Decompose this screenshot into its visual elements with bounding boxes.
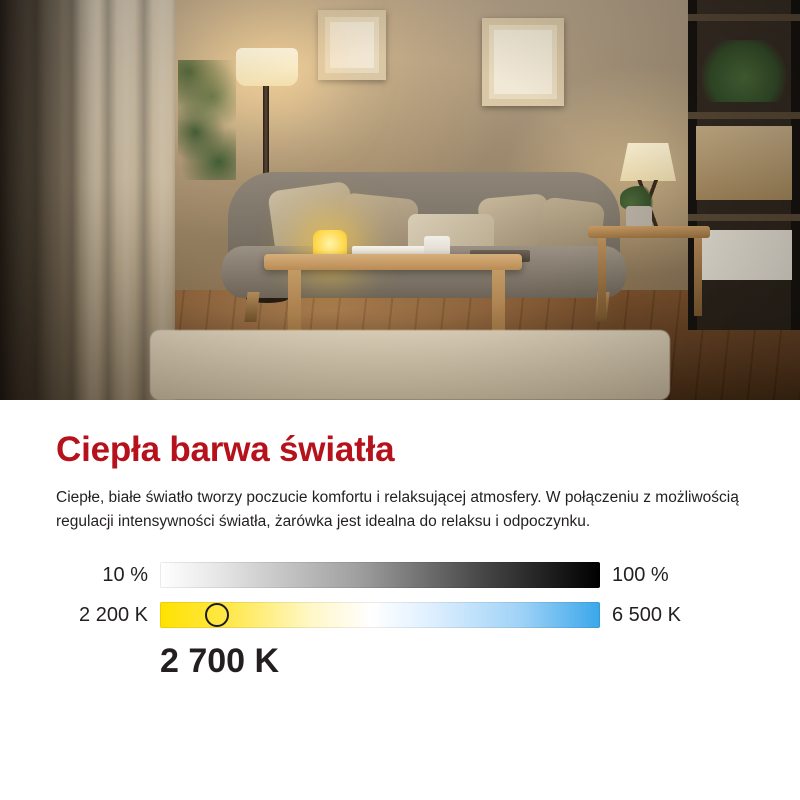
shelf-post-right <box>791 0 800 330</box>
shelf-item-box <box>696 230 792 280</box>
side-table-leg-right <box>694 238 702 316</box>
hanging-plant <box>178 60 236 180</box>
brightness-gradient-bar[interactable] <box>160 562 600 588</box>
coffee-table-top <box>264 254 522 270</box>
floor-lamp-shade <box>236 48 298 86</box>
selected-value-row <box>56 642 744 681</box>
brightness-min-label: 10 % <box>102 563 148 586</box>
temperature-max-label: 6 500 K <box>612 603 681 626</box>
temperature-slider-knob[interactable] <box>205 603 229 627</box>
side-table-leg-left <box>598 238 606 316</box>
side-table-top <box>588 226 710 238</box>
wall-frame-right <box>482 18 564 106</box>
shelf-board-3 <box>688 214 800 221</box>
brightness-max-label: 100 % <box>612 563 669 586</box>
floor-rug <box>150 330 670 400</box>
temperature-gradient-bar[interactable] <box>160 602 600 628</box>
scales-group <box>56 562 744 681</box>
frame-mat <box>489 25 557 99</box>
info-panel <box>0 400 800 800</box>
shelf-board-2 <box>688 112 800 119</box>
description-text: Ciepłe, białe światło tworzy poczucie komfortu i relaksującej atmosfery. W połączeniu z możliwością regulacji intensywności światła, żarówka jest idealna do relaksu i odpoczynku. <box>56 489 739 531</box>
temperature-min-label: 2 200 K <box>79 603 148 626</box>
curtain-shadow <box>0 0 96 400</box>
shelf-item-basket <box>696 126 792 200</box>
selected-color-temperature: 2 700 K <box>160 642 280 681</box>
color-temperature-scale-row <box>56 602 744 628</box>
frame-mat <box>325 17 379 73</box>
shelf-item-plant <box>696 40 792 102</box>
brightness-scale-row <box>56 562 744 588</box>
table-lamp-shade <box>620 143 676 181</box>
side-table-plant-pot <box>626 206 652 228</box>
wall-frame-left <box>318 10 386 80</box>
shelf-board-1 <box>688 14 800 21</box>
page-title: Ciepła barwa światła <box>56 430 395 469</box>
